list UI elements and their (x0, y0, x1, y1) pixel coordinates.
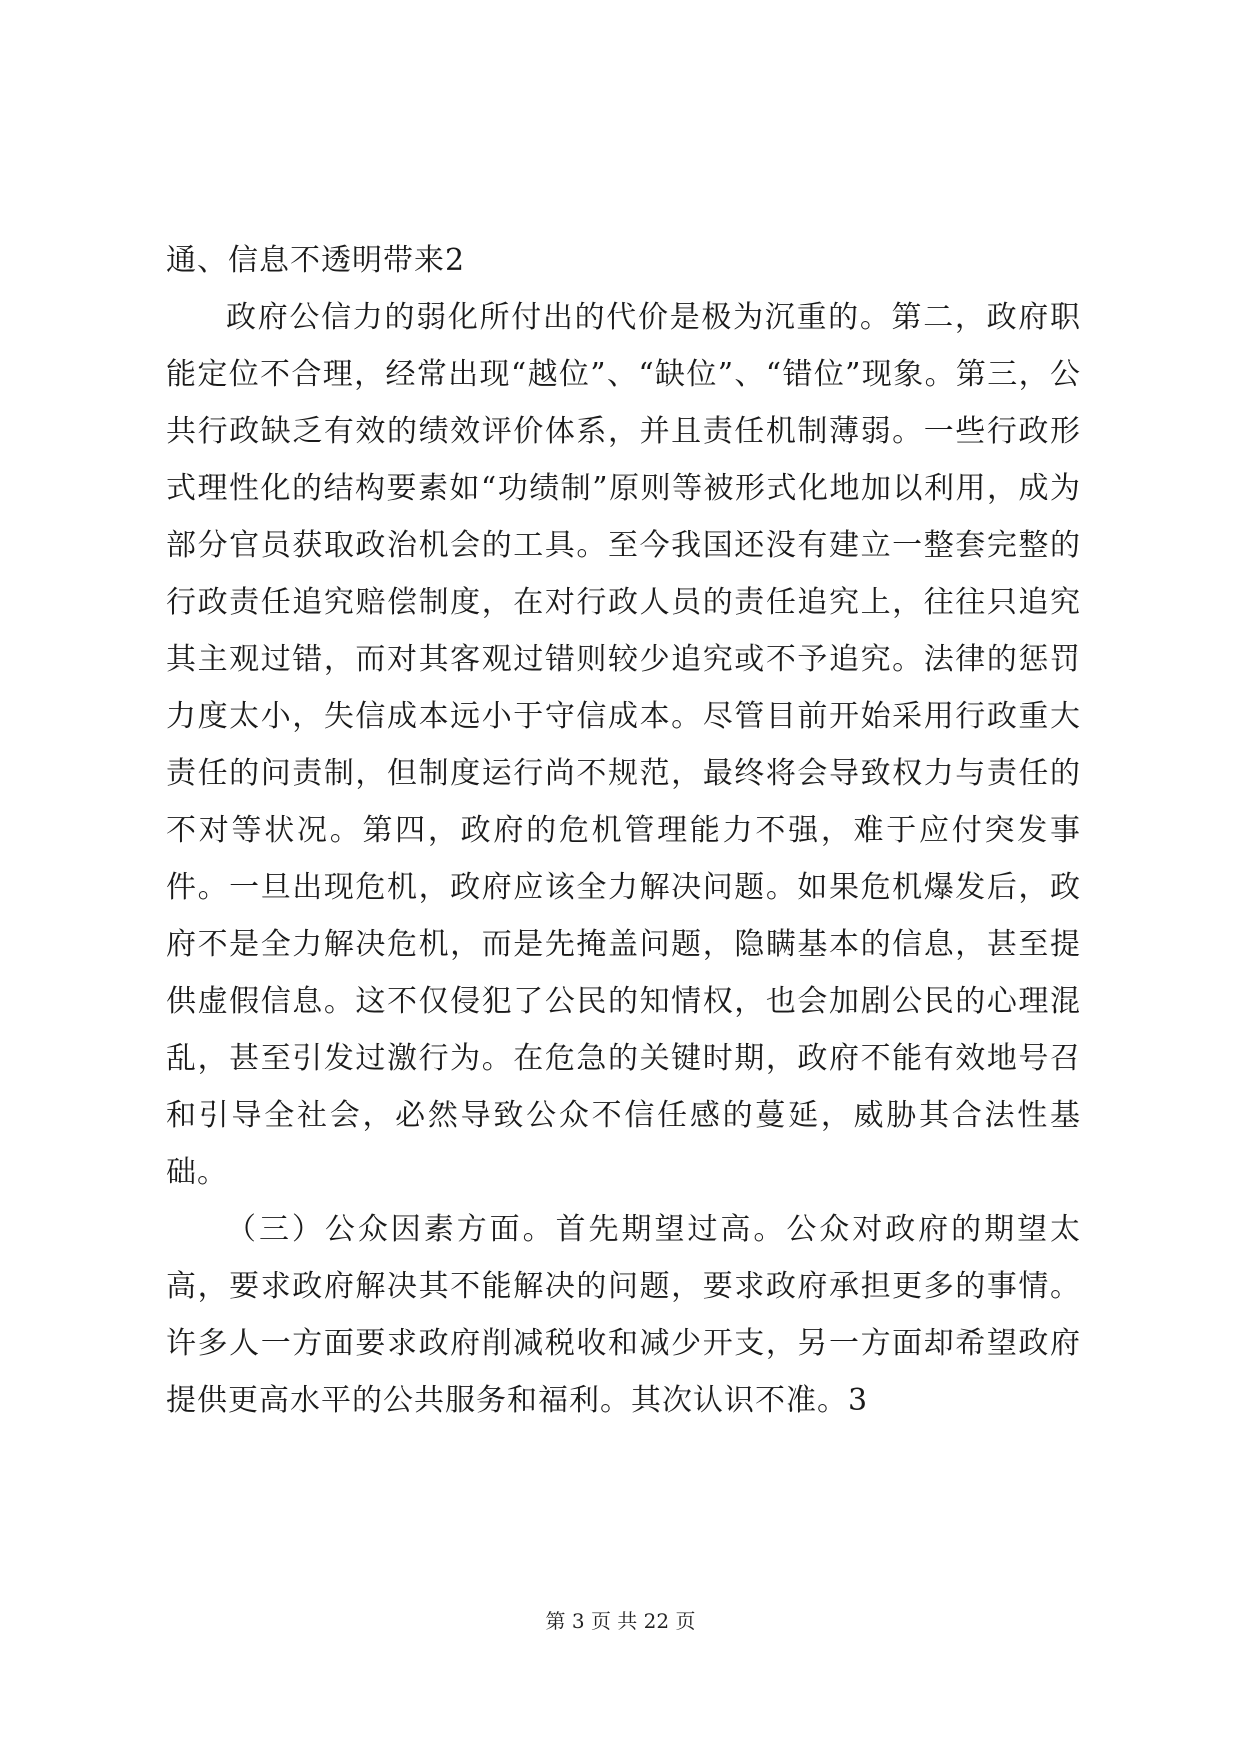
document-body (166, 232, 1081, 1429)
page-footer (0, 1607, 1241, 1635)
page-number-label: 第 3 页 共 22 页 (545, 1609, 696, 1633)
paragraph-government-factors: 政府公信力的弱化所付出的代价是极为沉重的。第二，政府职能定位不合理，经常出现“越位”、“缺位”、“错位”现象。第三，公共行政缺乏有效的绩效评价体系，并且责任机制薄弱。一些行政形式理性化的结构要素如“功绩制”原则等被形式化地加以利用，成为部分官员获取政治机会的工具。至今我国还没有建立一整套完整的行政责任追究赔偿制度，在对行政人员的责任追究上，往往只追究其主观过错，而对其客观过错则较少追究或不予追究。法律的惩罚力度太小，失信成本远小于守信成本。尽管目前开始采用行政重大责任的问责制，但制度运行尚不规范，最终将会导致权力与责任的不对等状况。第四，政府的危机管理能力不强，难于应付突发事件。一旦出现危机，政府应该全力解决问题。如果危机爆发后，政府不是全力解决危机，而是先掩盖问题，隐瞒基本的信息，甚至提供虚假信息。这不仅侵犯了公民的知情权，也会加剧公民的心理混乱，甚至引发过激行为。在危急的关键时期，政府不能有效地号召和引导全社会，必然导致公众不信任感的蔓延，威胁其合法性基础。 (166, 300, 1081, 1190)
paragraph-public-factors: （三）公众因素方面。首先期望过高。公众对政府的期望太高，要求政府解决其不能解决的问题，要求政府承担更多的事情。许多人一方面要求政府削减税收和减少开支，另一方面却希望政府提供更高水平的公共服务和福利。其次认识不准。3 (166, 1212, 1081, 1418)
paragraph-continuation: 通、信息不透明带来2 (166, 243, 466, 278)
